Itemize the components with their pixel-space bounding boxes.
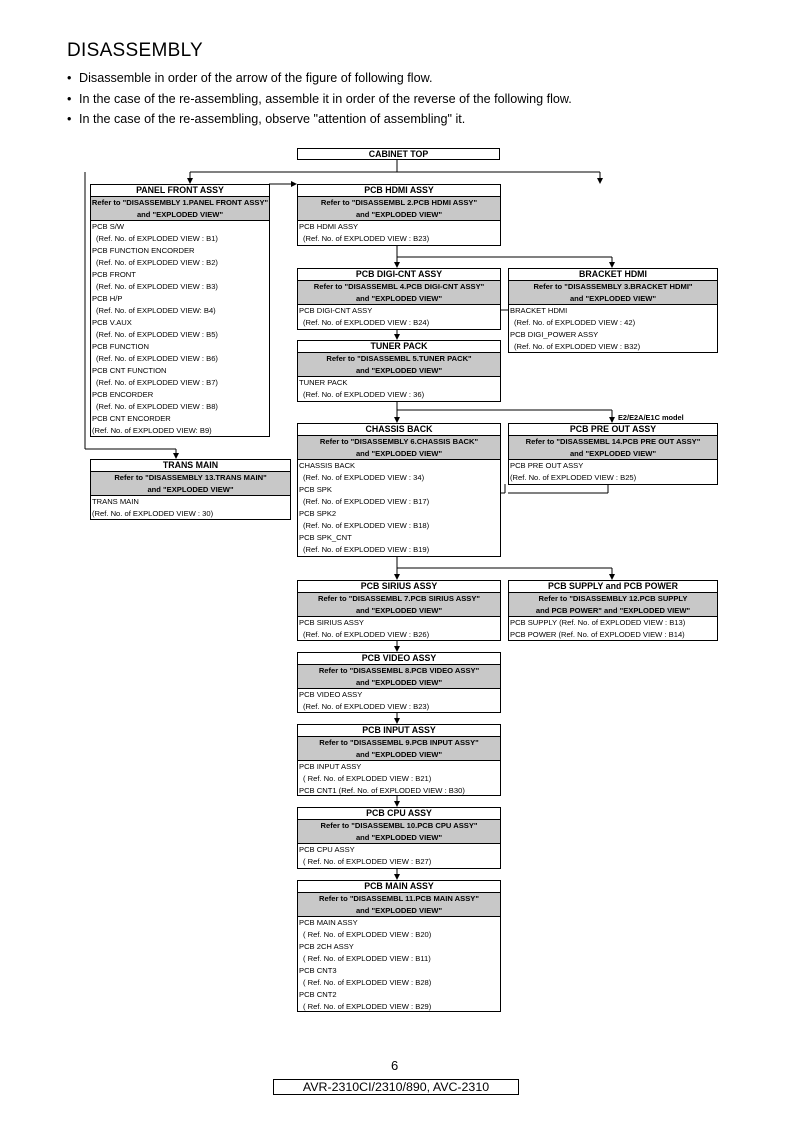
instruction-item: • In the case of the re-assembling, observe "attention of assembling" it. — [67, 109, 572, 130]
box-reference: Refer to "DISASSEMBL 8.PCB VIDEO ASSY" and "EXPLODED VIEW" — [298, 665, 500, 689]
pcb-input-assy-box — [297, 724, 501, 796]
box-contents: PCB CPU ASSY ( Ref. No. of EXPLODED VIEW : B27) — [299, 845, 432, 866]
box-header: PCB PRE OUT ASSY — [509, 424, 717, 436]
box-reference: Refer to "DISASSEMBLY 13.TRANS MAIN" and "EXPLODED VIEW" — [91, 472, 290, 496]
box-reference: Refer to "DISASSEMBL 10.PCB CPU ASSY" and "EXPLODED VIEW" — [298, 820, 500, 844]
panel-front-assy-box — [90, 184, 270, 437]
box-contents: PCB MAIN ASSY ( Ref. No. of EXPLODED VIEW : B20) PCB 2CH ASSY ( Ref. No. of EXPLODED VIEW : B11) PCB CNT3 ( Ref. No. of EXPLODED VIEW : B28) PCB CNT2 ( Ref. No. of EXPLODED VIEW : B29) — [299, 918, 432, 1011]
box-header: PANEL FRONT ASSY — [91, 185, 269, 197]
pcb-hdmi-assy-box — [297, 184, 501, 246]
box-header: BRACKET HDMI — [509, 269, 717, 281]
box-contents: PCB SUPPLY (Ref. No. of EXPLODED VIEW : B13) PCB POWER (Ref. No. of EXPLODED VIEW : B14) — [510, 618, 686, 639]
box-reference: Refer to "DISASSEMBLY 6.CHASSIS BACK" and "EXPLODED VIEW" — [298, 436, 500, 460]
pcb-pre-out-assy-box — [508, 423, 718, 485]
box-contents: PCB SIRIUS ASSY (Ref. No. of EXPLODED VIEW : B26) — [299, 618, 430, 639]
box-reference: Refer to "DISASSEMBL 14.PCB PRE OUT ASSY" and "EXPLODED VIEW" — [509, 436, 717, 460]
box-header: PCB DIGI-CNT ASSY — [298, 269, 500, 281]
box-contents: BRACKET HDMI (Ref. No. of EXPLODED VIEW : 42) PCB DIGI_POWER ASSY (Ref. No. of EXPLODED VIEW : B32) — [510, 306, 641, 351]
bracket-hdmi-box — [508, 268, 718, 353]
box-header: TRANS MAIN — [91, 460, 290, 472]
box-contents: CHASSIS BACK (Ref. No. of EXPLODED VIEW : 34) PCB SPK (Ref. No. of EXPLODED VIEW : B17) PCB SPK2 (Ref. No. of EXPLODED VIEW : B18) PCB SPK_CNT (Ref. No. of EXPLODED VIEW : B19) — [299, 461, 430, 554]
pcb-video-assy-box — [297, 652, 501, 713]
box-header: PCB INPUT ASSY — [298, 725, 500, 737]
box-header: PCB SUPPLY and PCB POWER — [509, 581, 717, 593]
pcb-supply-power-box — [508, 580, 718, 641]
instruction-item: • In the case of the re-assembling, assemble it in order of the reverse of the following flow. — [67, 89, 572, 110]
instruction-item: • Disassemble in order of the arrow of the figure of following flow. — [67, 68, 572, 89]
pcb-cpu-assy-box — [297, 807, 501, 869]
tuner-pack-box — [297, 340, 501, 402]
pcb-digi-cnt-assy-box — [297, 268, 501, 330]
trans-main-box — [90, 459, 291, 520]
chassis-back-box — [297, 423, 501, 557]
box-reference: Refer to "DISASSEMBL 7.PCB SIRIUS ASSY" and "EXPLODED VIEW" — [298, 593, 500, 617]
model-note: E2/E2A/E1C model — [618, 413, 684, 422]
box-reference: Refer to "DISASSEMBLY 1.PANEL FRONT ASSY" and "EXPLODED VIEW" — [91, 197, 269, 221]
box-reference: Refer to "DISASSEMBL 9.PCB INPUT ASSY" and "EXPLODED VIEW" — [298, 737, 500, 761]
box-header: PCB MAIN ASSY — [298, 881, 500, 893]
box-header: CHASSIS BACK — [298, 424, 500, 436]
box-header: PCB CPU ASSY — [298, 808, 500, 820]
box-contents: PCB HDMI ASSY (Ref. No. of EXPLODED VIEW : B23) — [299, 222, 430, 243]
box-reference: Refer to "DISASSEMBLY 3.BRACKET HDMI" and "EXPLODED VIEW" — [509, 281, 717, 305]
page-title: DISASSEMBLY — [67, 40, 203, 61]
box-contents: PCB DIGI-CNT ASSY (Ref. No. of EXPLODED VIEW : B24) — [299, 306, 430, 327]
box-reference: Refer to "DISASSEMBLY 12.PCB SUPPLY and PCB POWER" and "EXPLODED VIEW" — [509, 593, 717, 617]
box-contents: PCB INPUT ASSY ( Ref. No. of EXPLODED VIEW : B21) PCB CNT1 (Ref. No. of EXPLODED VIEW : B30) — [299, 762, 465, 795]
box-reference: Refer to "DISASSEMBL 11.PCB MAIN ASSY" and "EXPLODED VIEW" — [298, 893, 500, 917]
box-contents: PCB S/W (Ref. No. of EXPLODED VIEW : B1) PCB FUNCTION ENCORDER (Ref. No. of EXPLODED VIEW : B2) PCB FRONT (Ref. No. of EXPLODED VIEW : B3) PCB H/P (Ref. No. of EXPLODED VIEW: B4) PCB V.AUX (Ref. No. of EXPLODED VIEW : B5) PCB FUNCTION (Ref. No. of EXPLODED VIEW : B6) PCB CNT FUNCTION (Ref. No. of EXPLODED VIEW : B7) PCB ENCORDER (Ref. No. of EXPLODED VIEW : B8) PCB CNT ENCORDER (Ref. No. of EXPLODED VIEW: B9) — [92, 222, 218, 435]
box-reference: Refer to "DISASSEMBL 4.PCB DIGI-CNT ASSY" and "EXPLODED VIEW" — [298, 281, 500, 305]
box-header: PCB VIDEO ASSY — [298, 653, 500, 665]
box-reference: Refer to "DISASSEMBL 5.TUNER PACK" and "EXPLODED VIEW" — [298, 353, 500, 377]
pcb-sirius-assy-box — [297, 580, 501, 641]
box-contents: TUNER PACK (Ref. No. of EXPLODED VIEW : 36) — [299, 378, 425, 399]
box-contents: TRANS MAIN (Ref. No. of EXPLODED VIEW : 30) — [92, 497, 214, 518]
box-contents: PCB PRE OUT ASSY (Ref. No. of EXPLODED VIEW : B25) — [510, 461, 637, 482]
box-contents: PCB VIDEO ASSY (Ref. No. of EXPLODED VIEW : B23) — [299, 690, 430, 711]
box-reference: Refer to "DISASSEMBL 2.PCB HDMI ASSY" and "EXPLODED VIEW" — [298, 197, 500, 221]
box-header: PCB SIRIUS ASSY — [298, 581, 500, 593]
model-footer: AVR-2310CI/2310/890, AVC-2310 — [273, 1079, 519, 1095]
page-number: 6 — [391, 1058, 399, 1073]
box-header: TUNER PACK — [298, 341, 500, 353]
box-header: PCB HDMI ASSY — [298, 185, 500, 197]
pcb-main-assy-box — [297, 880, 501, 1012]
cabinet-top-box: CABINET TOP — [297, 148, 500, 160]
